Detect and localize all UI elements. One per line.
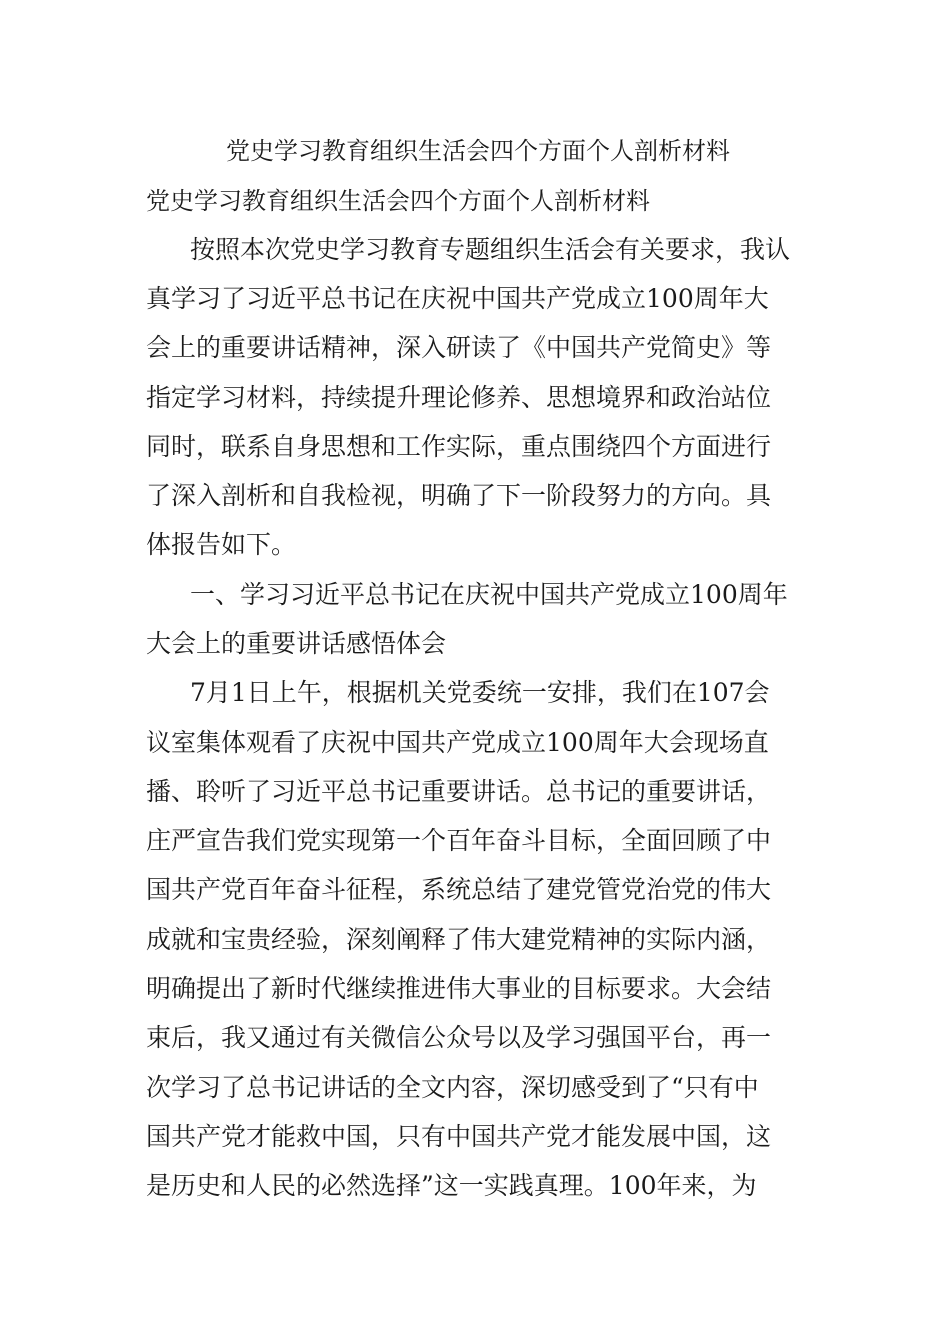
paragraph-line: 是历史和人民的必然选择”这一实践真理。100年来，为 [146, 1171, 757, 1200]
paragraph-line: 议室集体观看了庆祝中国共产党成立100周年大会现场直 [146, 728, 769, 757]
paragraph-line: 指定学习材料，持续提升理论修养、思想境界和政治站位 [146, 383, 772, 412]
document-subtitle: 党史学习教育组织生活会四个方面个人剖析材料 [146, 187, 650, 215]
paragraph-line: 庄严宣告我们党实现第一个百年奋斗目标，全面回顾了中 [146, 826, 772, 855]
paragraph-line: 明确提出了新时代继续推进伟大事业的目标要求。大会结 [146, 974, 772, 1003]
paragraph-line: 束后，我又通过有关微信公众号以及学习强国平台，再一 [146, 1023, 772, 1052]
paragraph-line: 会上的重要讲话精神，深入研读了《中国共产党简史》等 [146, 333, 772, 362]
paragraph-line: 真学习了习近平总书记在庆祝中国共产党成立100周年大 [146, 284, 769, 313]
section-heading-line: 大会上的重要讲话感悟体会 [146, 629, 447, 658]
paragraph-line: 按照本次党史学习教育专题组织生活会有关要求，我认 [190, 235, 791, 264]
paragraph-line: 了深入剖析和自我检视，明确了下一阶段努力的方向。具 [146, 481, 772, 510]
paragraph-line: 国共产党才能救中国，只有中国共产党才能发展中国，这 [146, 1122, 772, 1151]
document-title: 党史学习教育组织生活会四个方面个人剖析材料 [226, 137, 730, 165]
paragraph-line: 次学习了总书记讲话的全文内容，深切感受到了“只有中 [146, 1073, 759, 1102]
paragraph-line: 同时，联系自身思想和工作实际，重点围绕四个方面进行 [146, 432, 772, 461]
section-heading-line: 一、学习习近平总书记在庆祝中国共产党成立100周年 [190, 580, 788, 609]
paragraph-line: 7月1日上午，根据机关党委统一安排，我们在107会 [190, 678, 770, 707]
paragraph-line: 国共产党百年奋斗征程，系统总结了建党管党治党的伟大 [146, 875, 772, 904]
paragraph-line: 播、聆听了习近平总书记重要讲话。总书记的重要讲话， [146, 777, 772, 806]
paragraph-line: 成就和宝贵经验，深刻阐释了伟大建党精神的实际内涵， [146, 925, 772, 954]
paragraph-line: 体报告如下。 [146, 530, 297, 559]
